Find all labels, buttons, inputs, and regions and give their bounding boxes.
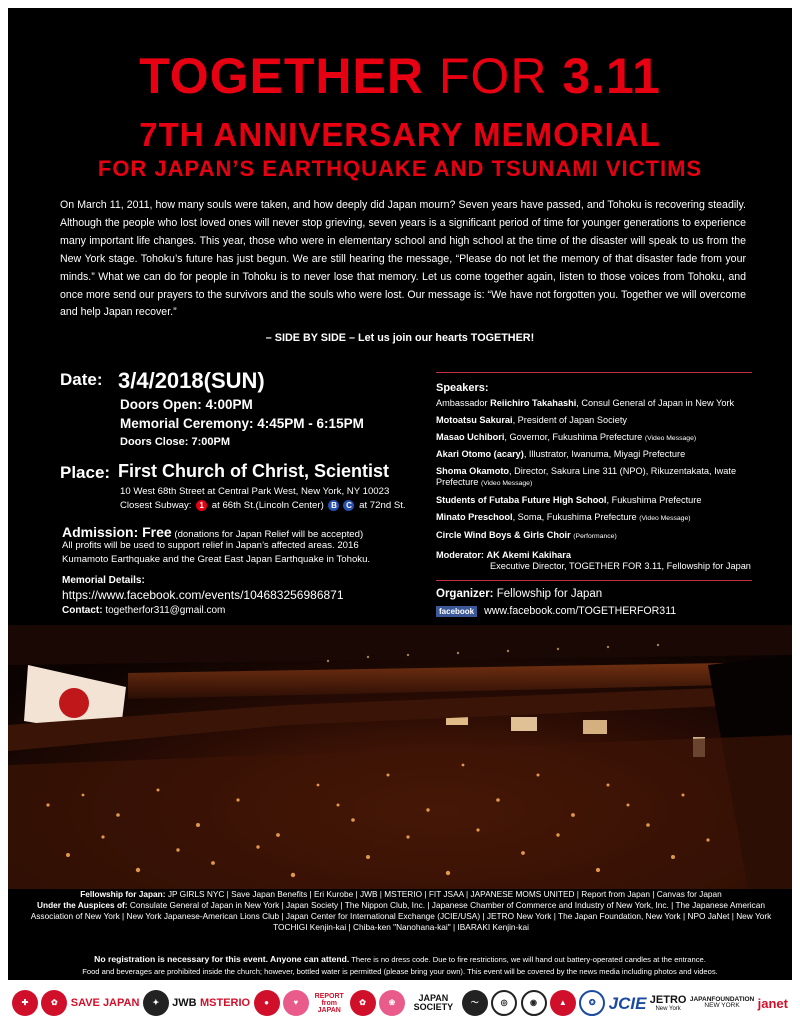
notes-lead: No registration is necessary for this event. Anyone can attend.	[94, 954, 350, 964]
poster-black-panel	[8, 8, 792, 980]
contact-email[interactable]: togetherfor311@gmail.com	[105, 605, 226, 616]
divider-bottom	[436, 580, 752, 581]
subway-b-icon: B	[328, 500, 339, 511]
speakers-list	[436, 398, 766, 547]
speaker-item: Minato Preschool, Soma, Fukushima Prefecture (Video Message)	[436, 511, 691, 522]
speaker-item: Shoma Okamoto, Director, Sakura Line 311 (NPO), Rikuzentakata, Iwate Prefecture (Video Message)	[436, 466, 737, 488]
slogan: – SIDE BY SIDE – Let us join our hearts TOGETHER!	[265, 332, 535, 344]
jcie-logo: JCIE	[608, 993, 647, 1013]
subway-c-icon: C	[343, 500, 354, 511]
title-together: TOGETHER	[139, 48, 424, 104]
divider-top	[436, 372, 752, 373]
contact-label: Contact:	[62, 605, 103, 616]
title-for: FOR	[438, 48, 548, 104]
organizer-label: Organizer:	[436, 588, 494, 600]
speakers-heading: Speakers:	[436, 382, 489, 394]
title-number: 3.11	[562, 48, 661, 104]
canvas-logo-icon: ✿	[350, 990, 376, 1016]
fit-jsaa-logo-icon: ●	[254, 990, 280, 1016]
nippon-club-logo-icon: 〜	[462, 990, 488, 1016]
speaker-item: Circle Wind Boys & Girls Choir (Performance)	[436, 529, 617, 540]
moderator	[436, 550, 776, 572]
speaker-item: Ambassador Reiichiro Takahashi, Consul General of Japan in New York	[436, 398, 735, 408]
figure-logo-icon: ✦	[143, 990, 169, 1016]
notes-rest: There is no dress code. Due to fire restrictions, we will hand out battery-operated candles at the entrance.	[351, 955, 706, 964]
auspices-list: Consulate General of Japan in New York | Japan Society | The Nippon Club, Inc. | Japanese Chamber of Commerce and Industry of New York, Inc. | The Japanese American Association of New York | New York Japanese-American Lions Club | Japan Center for International Exchange (JCIE/USA) | JETRO New York | The Japan Foundation, New York | NPO JaNet | New York TOCHIGI Kenjin-kai | Chiba-ken "Nanohana-kai" | IBARAKI Kenjin-kai	[30, 900, 772, 933]
date-label: Date:	[60, 370, 103, 389]
janet-logo: janet	[757, 995, 788, 1011]
footer-credits	[26, 889, 776, 933]
subway-1-icon: 1	[196, 500, 207, 511]
title-anniversary: 7TH ANNIVERSARY MEMORIAL	[139, 116, 661, 153]
jaa-logo-icon: ◉	[521, 990, 547, 1016]
jetro-logo: JETRO New York	[649, 993, 687, 1012]
event-place: First Church of Christ, Scientist	[118, 461, 390, 481]
facebook-line	[436, 605, 676, 617]
footer-notes	[18, 954, 782, 977]
moms-united-logo-icon: ♥	[283, 990, 309, 1016]
save-japan-logo: SAVE JAPAN	[70, 996, 140, 1009]
subway-1-text: at 66th St.(Lincoln Center)	[211, 500, 324, 512]
admission-label: Admission: Free	[62, 524, 172, 540]
sponsor-logos	[12, 982, 788, 1024]
jp-girls-logo-icon: ✿	[41, 990, 67, 1016]
memorial-photo	[8, 625, 792, 889]
event-address: 10 West 68th Street at Central Park West, New York, NY 10023	[120, 486, 390, 497]
report-from-japan-logo: REPORT from JAPAN	[314, 992, 344, 1014]
moderator-name: AK Akemi Kakihara	[486, 550, 571, 560]
contact	[62, 605, 225, 616]
organizer	[436, 588, 602, 600]
title-subtitle: FOR JAPAN’S EARTHQUAKE AND TSUNAMI VICTIMS	[97, 156, 703, 181]
event-date: 3/4/2018(SUN)	[118, 368, 265, 393]
lions-club-logo-icon: ✪	[579, 990, 605, 1016]
fellowship-list: JP GIRLS NYC | Save Japan Benefits | Eri Kurobe | JWB | MSTERIO | FIT JSAA | JAPANESE MOMS UNITED | Report from Japan | Canvas for Japan	[167, 889, 722, 899]
memorial-photo-image	[8, 625, 792, 889]
msterio-logo: MSTERIO	[200, 996, 251, 1009]
doors-open: Doors Open: 4:00PM	[120, 397, 253, 412]
subway-bc-text: at 72nd St.	[359, 500, 406, 512]
subway-label: Closest Subway:	[120, 500, 192, 512]
moderator-label: Moderator:	[436, 550, 484, 560]
organizer-name: Fellowship for Japan	[496, 588, 603, 600]
ceremony-time: Memorial Ceremony: 4:45PM - 6:15PM	[120, 416, 364, 431]
doors-close: Doors Close: 7:00PM	[120, 436, 231, 448]
admission	[62, 524, 363, 540]
japan-society-logo: JAPAN SOCIETY	[413, 993, 454, 1012]
japan-foundation-logo: JAPANFOUNDATION NEW YORK	[689, 995, 755, 1009]
facebook-icon: facebook	[436, 606, 477, 617]
speaker-item: Motoatsu Sakurai, President of Japan Society	[436, 414, 627, 425]
speaker-item: Akari Otomo (acary), Illustrator, Iwanuma, Miyagi Prefecture	[436, 449, 686, 460]
speaker-item: Students of Futaba Future High School, Fukushima Prefecture	[436, 494, 702, 505]
jcci-logo-icon: ◎	[491, 990, 517, 1016]
memorial-details-link[interactable]: https://www.facebook.com/events/104683256986871	[62, 588, 344, 602]
subway-info	[120, 500, 406, 511]
fellowship-label: Fellowship for Japan:	[80, 889, 166, 899]
memorial-details-label: Memorial Details:	[62, 575, 145, 586]
jwb-logo: JWB	[172, 996, 197, 1009]
auspices-label: Under the Auspices of:	[37, 900, 128, 911]
jaa-ny-logo-icon: ▲	[550, 990, 576, 1016]
facebook-url[interactable]: www.facebook.com/TOGETHERFOR311	[484, 605, 677, 617]
intro-paragraph: On March 11, 2011, how many souls were taken, and how deeply did Japan mourn? Seven years have passed, and Tohoku is recovering steadily. Although the people who lost loved ones will never stop grieving, seven years is a significant period of time for younger generations to experience many important life changes. This year, those who were in elementary school and high school at the time of the disaster will speak to us from the New York stage. Tohoku’s future has just begun. We are still hearing the message, “Please do not let the memory of that disaster fade from your minds.” What we can do for people in Tohoku is to never lose that memory. Let us come together again, listen to those voices from Tohoku, and once more send our prayers to the survivors and the souls who were lost. Our message is: “We have not forgotten you. Together we will overcome and help Japan recover.”	[60, 199, 746, 319]
title-main	[8, 48, 792, 104]
profits-text: All profits will be used to support relief in Japan’s affected areas. 2016 Kumamoto Earthquake and the Great East Japan Earthquake in Tohoku.	[62, 540, 371, 565]
fellowship-logo-icon: ✚	[12, 990, 38, 1016]
moderator-title: Executive Director, TOGETHER FOR 3.11, Fellowship for Japan	[490, 561, 751, 571]
place-label: Place:	[60, 463, 111, 482]
admission-note: (donations for Japan Relief will be accepted)	[174, 529, 364, 540]
sakura-logo-icon: ❀	[379, 990, 405, 1016]
speaker-item: Masao Uchibori, Governor, Fukushima Prefecture (Video Message)	[436, 431, 697, 442]
notes-line2: Food and beverages are prohibited inside the church; however, bottled water is permitted (please bring your own). This event will be covered by the news media including photos and videos.	[82, 966, 718, 976]
